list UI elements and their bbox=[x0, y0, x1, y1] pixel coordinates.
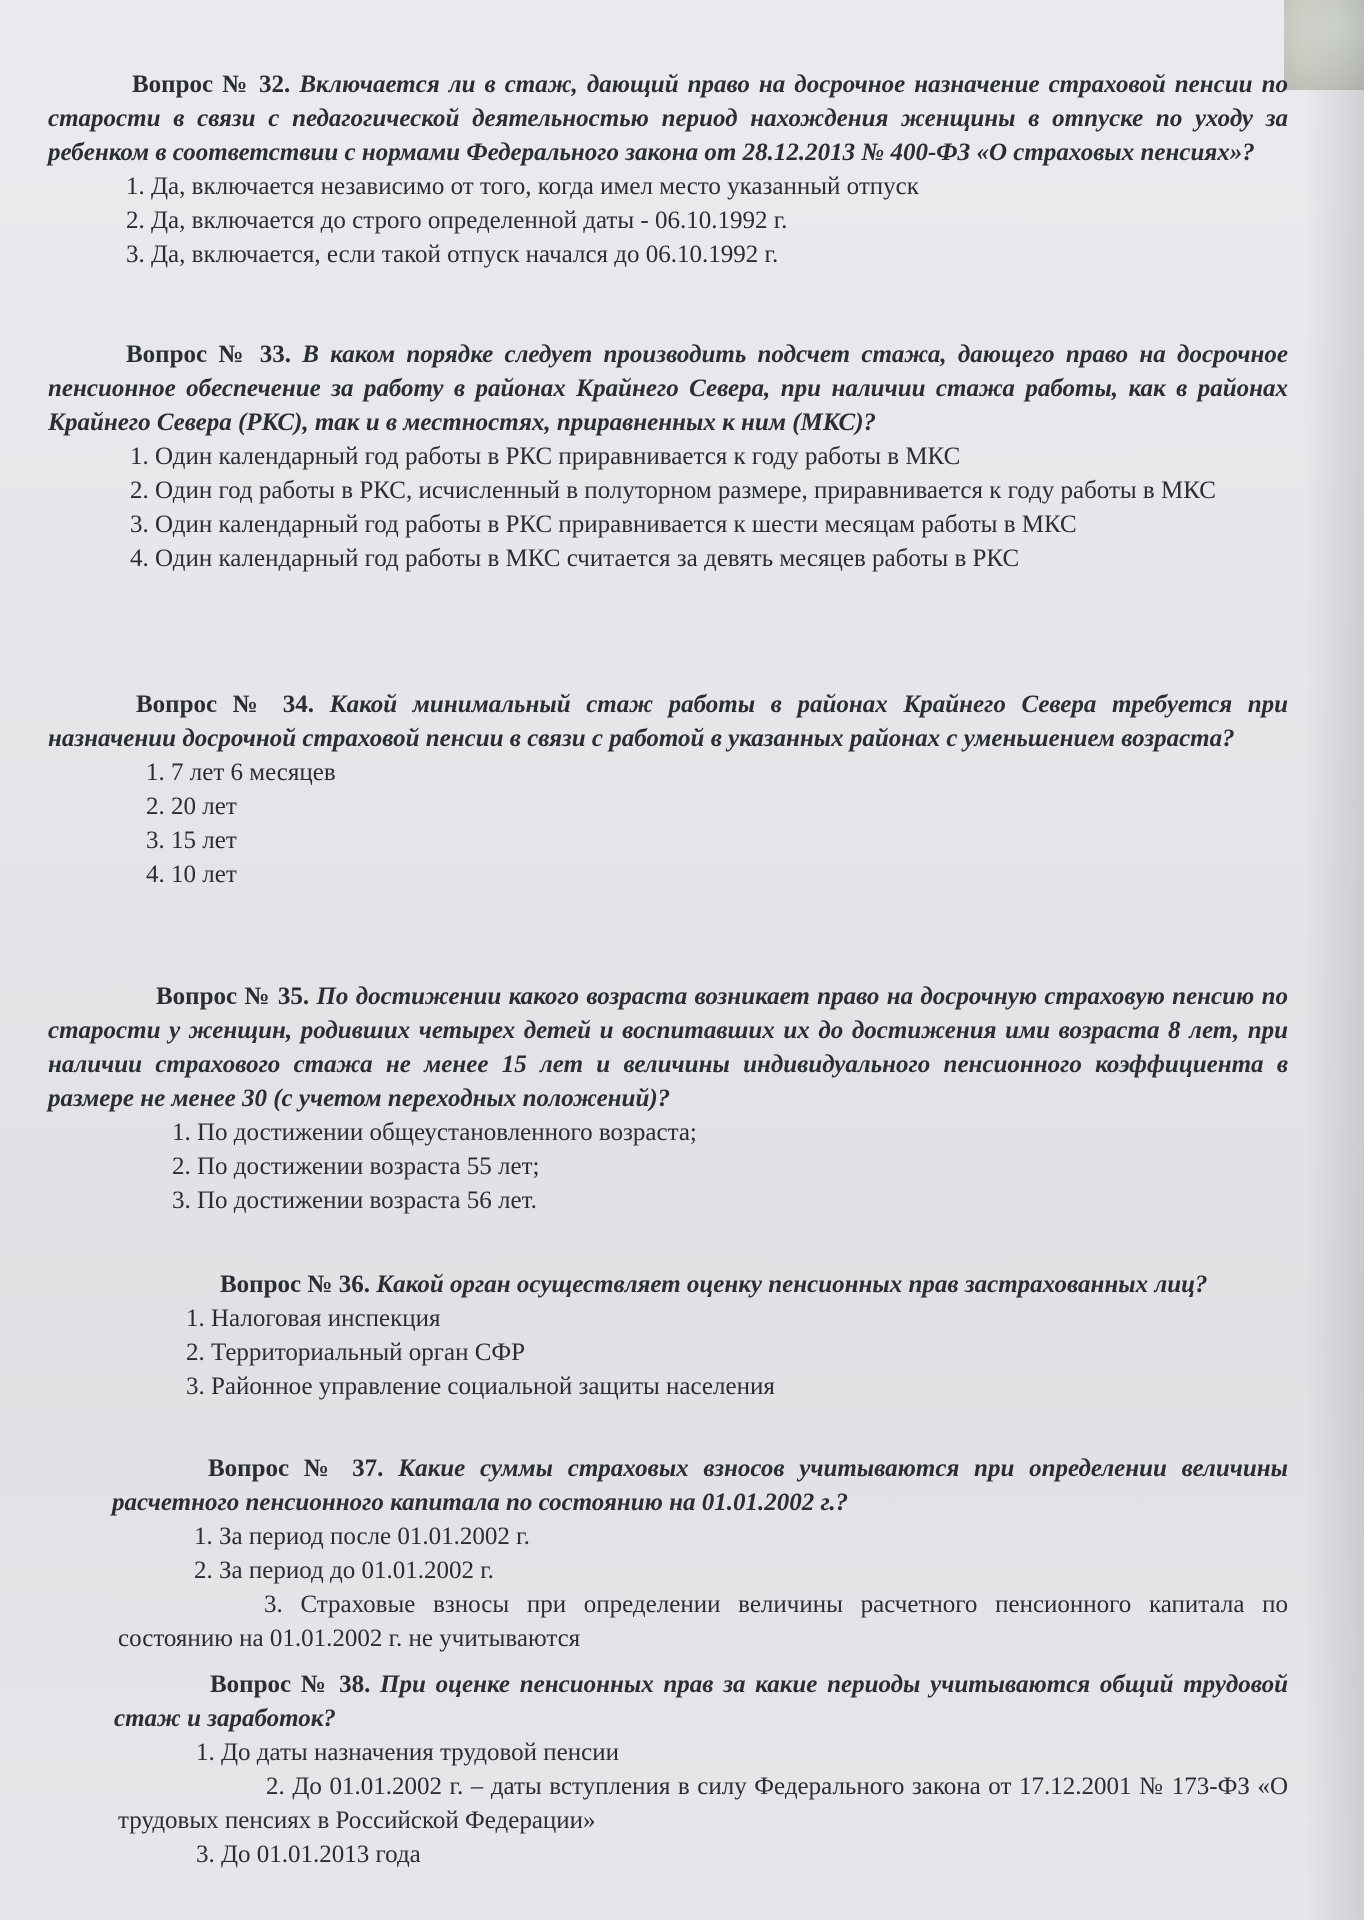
answer-option: 1. До даты назначения трудовой пенсии bbox=[196, 1739, 619, 1766]
question-37 bbox=[48, 1452, 1288, 1656]
answer-option: 1. Да, включается независимо от того, когда имел место указанный отпуск bbox=[126, 173, 919, 200]
question-text bbox=[48, 688, 1288, 756]
answer-option: 1. По достижении общеустановленного возраста; bbox=[172, 1119, 697, 1146]
question-number: Вопрос № 35. bbox=[156, 983, 310, 1010]
answer-option: 2. Да, включается до строго определенной даты - 06.10.1992 г. bbox=[126, 207, 788, 234]
answer-option: 2. Один год работы в РКС, исчисленный в полуторном размере, приравнивается к году работы в МКС bbox=[130, 477, 1216, 504]
question-number: Вопрос № 33. bbox=[126, 341, 291, 368]
answer-option: 2. По достижении возраста 55 лет; bbox=[172, 1153, 540, 1180]
answer-options bbox=[48, 1116, 1288, 1218]
question-text bbox=[48, 68, 1288, 170]
answer-options bbox=[48, 1520, 1288, 1656]
question-number: Вопрос № 34. bbox=[136, 691, 314, 718]
answer-options bbox=[48, 440, 1288, 576]
answer-option: 2. За период до 01.01.2002 г. bbox=[194, 1557, 494, 1584]
question-35 bbox=[48, 980, 1288, 1218]
question-number: Вопрос № 32. bbox=[132, 71, 291, 98]
question-body: Включается ли в стаж, дающий право на досрочное назначение страховой пенсии по старости в связи с педагогической деятельностью период нахождения женщины в отпуске по уходу за ребенком в соответствии с нормами Федерального закона от 28.12.2013 № 400-ФЗ «О страховых пенсиях»? bbox=[48, 71, 1288, 166]
question-number: Вопрос № 38. bbox=[210, 1671, 371, 1698]
question-number: Вопрос № 37. bbox=[208, 1455, 384, 1482]
question-body: При оценке пенсионных прав за какие периоды учитываются общий трудовой стаж и заработок? bbox=[114, 1671, 1288, 1732]
answer-option: 4. Один календарный год работы в МКС считается за девять месяцев работы в РКС bbox=[130, 545, 1020, 572]
answer-option: 4. 10 лет bbox=[146, 861, 237, 888]
answer-option: 3. Страховые взносы при определении величины расчетного пенсионного капитала по состоянию на 01.01.2002 г. не учитываются bbox=[118, 1591, 1288, 1652]
answer-option: 3. До 01.01.2013 года bbox=[196, 1841, 421, 1868]
question-text bbox=[48, 338, 1288, 440]
question-38 bbox=[48, 1668, 1288, 1872]
question-body: Какой минимальный стаж работы в районах Крайнего Севера требуется при назначении досрочной страховой пенсии в связи с работой в указанных районах с уменьшением возраста? bbox=[48, 691, 1289, 752]
answer-option: 3. Районное управление социальной защиты населения bbox=[186, 1373, 775, 1400]
answer-option: 1. Налоговая инспекция bbox=[186, 1305, 441, 1332]
question-36 bbox=[48, 1268, 1288, 1404]
answer-option: 2. 20 лет bbox=[146, 793, 237, 820]
answer-options bbox=[48, 756, 1288, 892]
question-33 bbox=[48, 338, 1288, 576]
question-body: Какой орган осуществляет оценку пенсионных прав застрахованных лиц? bbox=[376, 1271, 1208, 1298]
question-body: Какие суммы страховых взносов учитываются при определении величины расчетного пенсионного капитала по состоянию на 01.01.2002 г.? bbox=[112, 1455, 1289, 1516]
question-text bbox=[48, 980, 1288, 1116]
question-body: В каком порядке следует производить подсчет стажа, дающего право на досрочное пенсионное обеспечение за работу в районах Крайнего Севера, при наличии стажа работы, как в районах Крайнего Севера (РКС), так и в местностях, приравненных к ним (МКС)? bbox=[48, 341, 1289, 436]
question-34 bbox=[48, 688, 1288, 892]
question-number: Вопрос № 36. bbox=[220, 1271, 370, 1298]
answer-option: 3. 15 лет bbox=[146, 827, 237, 854]
answer-option: 2. Территориальный орган СФР bbox=[186, 1339, 526, 1366]
answer-option: 3. По достижении возраста 56 лет. bbox=[172, 1187, 537, 1214]
answer-options bbox=[48, 170, 1288, 272]
answer-options bbox=[48, 1736, 1288, 1872]
answer-options bbox=[48, 1302, 1288, 1404]
question-text bbox=[48, 1668, 1288, 1736]
answer-option: 1. 7 лет 6 месяцев bbox=[146, 759, 336, 786]
answer-option: 3. Один календарный год работы в РКС приравнивается к шести месяцам работы в МКС bbox=[130, 511, 1077, 538]
answer-option: 3. Да, включается, если такой отпуск начался до 06.10.1992 г. bbox=[126, 241, 779, 268]
background-corner bbox=[1284, 0, 1364, 90]
answer-option: 2. До 01.01.2002 г. – даты вступления в силу Федерального закона от 17.12.2001 № 173-ФЗ «О трудовых пенсиях в Российской Федерации» bbox=[118, 1773, 1288, 1834]
answer-option: 1. За период после 01.01.2002 г. bbox=[194, 1523, 530, 1550]
question-32 bbox=[48, 68, 1288, 272]
question-text bbox=[48, 1268, 1288, 1302]
question-text bbox=[48, 1452, 1288, 1520]
answer-option: 1. Один календарный год работы в РКС приравнивается к году работы в МКС bbox=[130, 443, 961, 470]
question-body: По достижении какого возраста возникает право на досрочную страховую пенсию по старости у женщин, родивших четырех детей и воспитавших их до достижения ими возраста 8 лет, при наличии страхового стажа не менее 15 лет и величины индивидуального пенсионного коэффициента в размере не менее 30 (с учетом переходных положений)? bbox=[48, 983, 1289, 1112]
